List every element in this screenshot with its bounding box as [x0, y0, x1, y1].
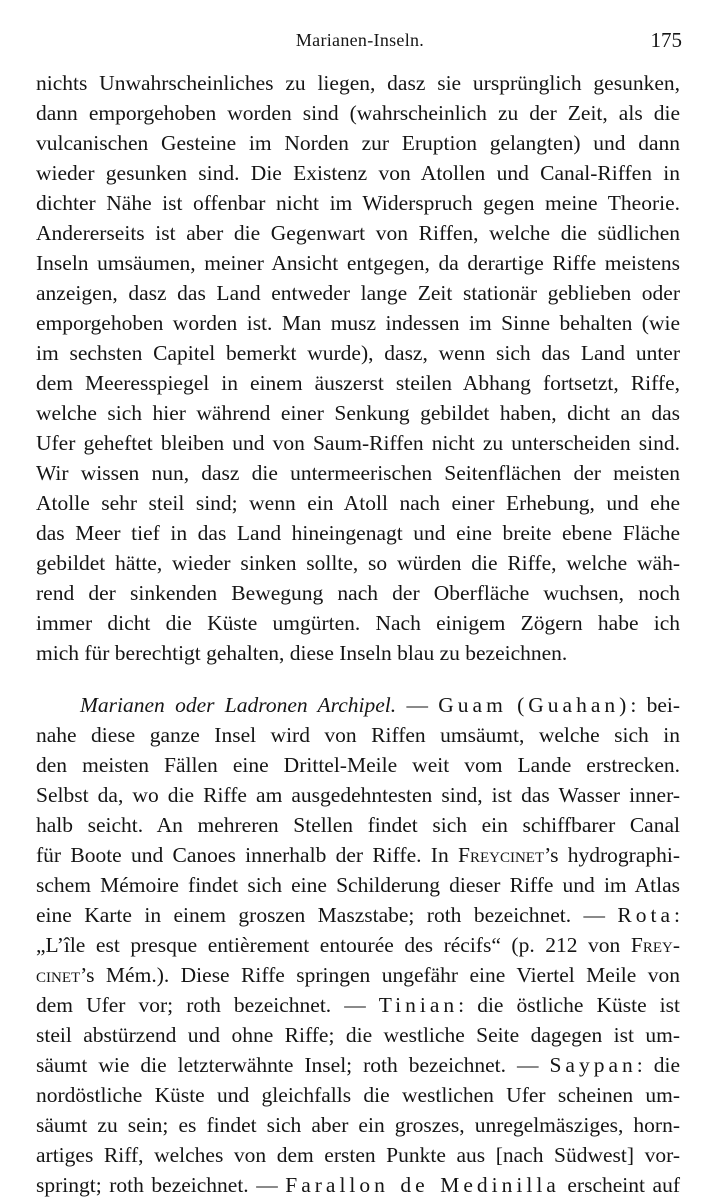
text-line: nahe diese ganze Insel wird von Riffen umsäumt, welche sich in: [36, 723, 680, 747]
line-text: dem Ufer vor; roth bezeichnet. —: [36, 993, 379, 1017]
text-line: nichts Unwahrscheinliches zu liegen, dasz sie ursprünglich gesunken,: [36, 71, 680, 95]
line-text: „L’île est presque entièrement entourée des récifs“ (p. 212 von: [36, 933, 631, 957]
place-name-tinian: Tinian: [378, 993, 459, 1017]
text-line: anzeigen, dasz das Land entweder lange Zeit stationär geblieben oder: [36, 281, 680, 305]
line-text: :: [674, 903, 680, 927]
text-line: emporgehoben worden ist. Man musz indessen im Sinne behalten (wie: [36, 311, 680, 335]
text-line: Inseln umsäumen, meiner Ansicht entgegen, da derartige Riffe meistens: [36, 251, 680, 275]
text-line: Andererseits ist aber die Gegenwart von Riffen, welche die südlichen: [36, 221, 680, 245]
text-line: halb seicht. An mehreren Stellen findet sich ein schiffbarer Canal: [36, 813, 680, 837]
text-line: wieder gesunken sind. Die Existenz von Atollen und Canal-Riffen in: [36, 161, 680, 185]
text-line: dann emporgehoben worden sind (wahrscheinlich zu der Zeit, als die: [36, 101, 680, 125]
text-line: [36, 930, 680, 960]
text-line: Wir wissen nun, dasz die untermeerischen Seitenflächen der meisten: [36, 461, 680, 485]
text-line: [80, 690, 680, 720]
author-name-freycinet: Freycinet: [458, 843, 545, 867]
text-line: Atolle sehr steil sind; wenn ein Atoll nach einer Erhebung, und ehe: [36, 491, 680, 515]
dash: —: [396, 693, 439, 717]
text-line: [36, 1170, 680, 1200]
author-name-frey: Frey-: [630, 933, 680, 957]
text-line: nordöstliche Küste und gleichfalls die westlichen Ufer scheinen um-: [36, 1083, 680, 1107]
author-name-cinet: cinet: [36, 963, 81, 987]
text-line: [36, 990, 680, 1020]
text-line: artiges Riff, welches von dem ersten Punkte aus [nach Südwest] vor-: [36, 1143, 680, 1167]
line-text: : die: [636, 1053, 680, 1077]
text-line: Selbst da, wo die Riffe am ausgedehntesten sind, ist das Wasser inner-: [36, 783, 680, 807]
text-line: steil abstürzend und ohne Riffe; die westliche Seite dagegen ist um-: [36, 1023, 680, 1047]
place-alt-name-guahan: (Guahan): [517, 693, 631, 717]
text-line: Ufer geheftet bleiben und von Saum-Riffen nicht zu unterscheiden sind.: [36, 431, 680, 455]
place-name-farallon-de-medinilla: Farallon de Medinilla: [285, 1173, 560, 1197]
line-text: säumt wie die letzterwähnte Insel; roth bezeichnet. —: [36, 1053, 550, 1077]
text-line: schem Mémoire findet sich eine Schilderung dieser Riffe und im Atlas: [36, 873, 680, 897]
page-number: 175: [650, 28, 682, 52]
text-line: [36, 1050, 680, 1080]
text-line: säumt zu sein; es findet sich aber ein groszes, unregelmäsziges, horn-: [36, 1113, 680, 1137]
text-line: welche sich hier während einer Senkung gebildet haben, dicht an das: [36, 401, 680, 425]
text-line: [36, 840, 680, 870]
text-line: im sechsten Capitel bemerkt wurde), dasz, wenn sich das Land unter: [36, 341, 680, 365]
section-heading: Marianen oder Ladronen Archipel.: [80, 693, 397, 717]
text-line: rend der sinkenden Bewegung nach der Oberfläche wuchsen, noch: [36, 581, 680, 605]
line-text: ’s hydrographi-: [544, 843, 680, 867]
text-line: gebildet hätte, wieder sinken sollte, so würden die Riffe, welche wäh-: [36, 551, 680, 575]
text-line: vulcanischen Gesteine im Norden zur Eruption gelangten) und dann: [36, 131, 680, 155]
line-text: erscheint auf: [559, 1173, 680, 1197]
text-line: dichter Nähe ist offenbar nicht im Widerspruch gegen meine Theorie.: [36, 191, 680, 215]
text-line: immer dicht die Küste umgürten. Nach einigem Zögern habe ich: [36, 611, 680, 635]
place-name-saypan: Saypan: [549, 1053, 637, 1077]
text-line: dem Meeresspiegel in einem äuszerst steilen Abhang fortsetzt, Riffe,: [36, 371, 680, 395]
running-head: [36, 30, 684, 56]
place-name-rota: Rota: [617, 903, 675, 927]
line-text: für Boote und Canoes innerhalb der Riffe. In: [36, 843, 458, 867]
text-line: den meisten Fällen eine Drittel-Meile weit vom Lande erstrecken.: [36, 753, 680, 777]
text-line: [36, 960, 680, 990]
text-line: das Meer tief in das Land hineingenagt und eine breite ebene Fläche: [36, 521, 680, 545]
text-line: mich für berechtigt gehalten, diese Inseln blau zu bezeichnen.: [36, 641, 568, 665]
line-text: eine Karte in einem groszen Maszstabe; roth bezeichnet. —: [36, 903, 618, 927]
line-text: ’s Mém.). Diese Riffe springen ungefähr eine Viertel Meile von: [80, 963, 680, 987]
line-text: springt; roth bezeichnet. —: [36, 1173, 286, 1197]
line-text: : die östliche Küste ist: [458, 993, 680, 1017]
running-title: Marianen-Inseln.: [295, 30, 425, 50]
line-text: : bei-: [630, 693, 681, 717]
text-line: [36, 900, 680, 930]
place-name-guam: Guam: [438, 693, 507, 717]
